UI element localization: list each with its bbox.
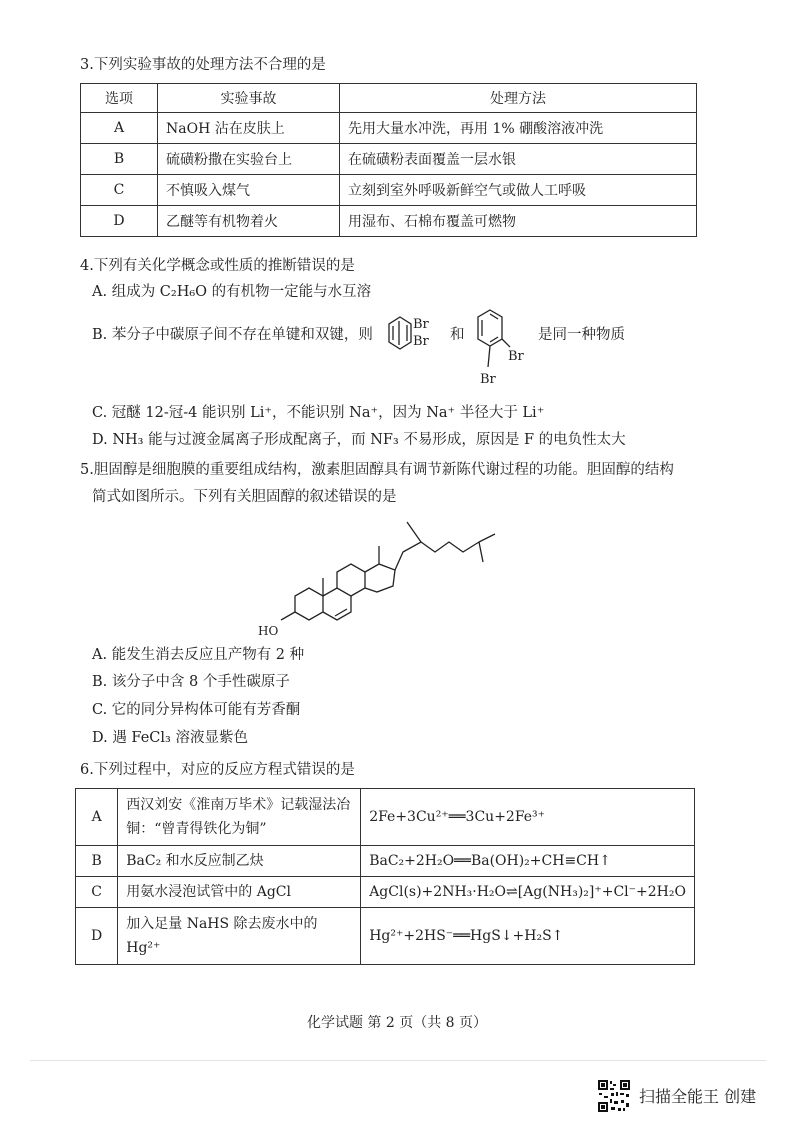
bond [488, 346, 490, 367]
hydroxyl-bond [281, 612, 295, 620]
option-cell: B [81, 144, 158, 175]
option-cell: D [76, 908, 118, 965]
equation-cell: AgCl(s)+2NH₃·H₂O⇌[Ag(NH₃)₂]⁺+Cl⁻+2H₂O [361, 877, 695, 908]
br-label: Br [413, 317, 429, 332]
table-row [81, 206, 697, 237]
double-bond [490, 314, 498, 319]
table-row [76, 908, 695, 965]
table-row [81, 175, 697, 206]
method-cell: 立刻到室外呼吸新鲜空气或做人工呼吸 [340, 175, 697, 206]
cholesterol-structure [255, 512, 525, 642]
q5-option-a: A. 能发生消去反应且产物有 2 种 [92, 647, 305, 663]
watermark-text: 扫描全能王 创建 [639, 1087, 757, 1106]
br-label: Br [413, 334, 429, 349]
accident-cell: NaOH 沾在皮肤上 [158, 113, 340, 144]
header-cell: 选项 [81, 84, 158, 113]
equation-cell: Hg²⁺+2HS⁻══HgS↓+H₂S↑ [361, 908, 695, 965]
q4-option-d: D. NH₃ 能与过渡金属离子形成配离子，而 NF₃ 不易形成，原因是 F 的电负性太大 [92, 432, 626, 448]
divider [30, 1060, 766, 1061]
q3-title: 3.下列实验事故的处理方法不合理的是 [80, 57, 326, 73]
methyl-bond [479, 542, 483, 562]
method-cell: 在硫磺粉表面覆盖一层水银 [340, 144, 697, 175]
process-cell: 用氨水浸泡试管中的 AgCl [118, 877, 361, 908]
q3-table [80, 83, 697, 237]
table-row [76, 877, 695, 908]
bond [502, 339, 510, 347]
process-cell: 加入足量 NaHS 除去废水中的 Hg²⁺ [118, 908, 361, 965]
accident-cell: 硫磺粉撒在实验台上 [158, 144, 340, 175]
methyl-bond [479, 534, 495, 542]
double-bond [490, 337, 498, 342]
q5-title-line1: 5.胆固醇是细胞膜的重要组成结构，激素胆固醇具有调节新陈代谢过程的功能。胆固醇的结构 [80, 462, 674, 478]
equation-cell: BaC₂+2H₂O══Ba(OH)₂+CH≡CH↑ [361, 846, 695, 877]
page-footer: 化学试题 第 2 页（共 8 页） [306, 1015, 488, 1031]
header-cell: 实验事故 [158, 84, 340, 113]
option-cell: A [76, 789, 118, 846]
q5-title-line2: 简式如图所示。下列有关胆固醇的叙述错误的是 [92, 489, 397, 505]
option-cell: C [76, 877, 118, 908]
dibromobenzene-structure-1 [376, 310, 446, 356]
q4-option-b-prefix: B. 苯分子中碳原子间不存在单键和双键，则 [92, 327, 373, 343]
side-chain [395, 542, 479, 570]
methyl-bond [407, 522, 421, 542]
ring-d [365, 564, 395, 592]
option-cell: A [81, 113, 158, 144]
method-cell: 用湿布、石棉布覆盖可燃物 [340, 206, 697, 237]
header-cell: 处理方法 [340, 84, 697, 113]
benzene-ring [389, 317, 411, 349]
qr-code-icon [597, 1079, 631, 1113]
q6-table [75, 788, 695, 965]
table-row [76, 789, 695, 846]
process-cell: BaC₂ 和水反应制乙炔 [118, 846, 361, 877]
table-row [76, 846, 695, 877]
q5-option-b: B. 该分子中含 8 个手性碳原子 [92, 674, 290, 690]
ring-c [337, 564, 365, 596]
ring-a [295, 588, 323, 620]
br-label: Br [480, 372, 496, 387]
accident-cell: 不慎吸入煤气 [158, 175, 340, 206]
dibromobenzene-structure-2 [466, 303, 532, 389]
q6-title: 6.下列过程中，对应的反应方程式错误的是 [80, 762, 355, 778]
q4-option-b-and: 和 [450, 327, 465, 343]
q4-option-a: A. 组成为 C₂H₆O 的有机物一定能与水互溶 [92, 284, 372, 300]
q5-option-c: C. 它的同分异构体可能有芳香酮 [92, 702, 301, 718]
br-label: Br [508, 349, 524, 364]
ho-label: HO [258, 624, 279, 638]
equation-cell: 2Fe+3Cu²⁺══3Cu+2Fe³⁺ [361, 789, 695, 846]
option-cell: B [76, 846, 118, 877]
option-cell: C [81, 175, 158, 206]
table-row [81, 144, 697, 175]
q4-option-b-suffix: 是同一种物质 [538, 327, 625, 343]
q5-option-d: D. 遇 FeCl₃ 溶液显紫色 [92, 730, 248, 746]
accident-cell: 乙醚等有机物着火 [158, 206, 340, 237]
process-cell: 西汉刘安《淮南万毕术》记载湿法冶铜：“曾青得铁化为铜” [118, 789, 361, 846]
q4-option-c: C. 冠醚 12-冠-4 能识别 Li⁺，不能识别 Na⁺，因为 Na⁺ 半径大于 Li⁺ [92, 405, 545, 421]
table-row [81, 113, 697, 144]
option-cell: D [81, 206, 158, 237]
method-cell: 先用大量水冲洗，再用 1% 硼酸溶液冲洗 [340, 113, 697, 144]
table-header-row [81, 84, 697, 113]
q4-title: 4.下列有关化学概念或性质的推断错误的是 [80, 258, 355, 274]
